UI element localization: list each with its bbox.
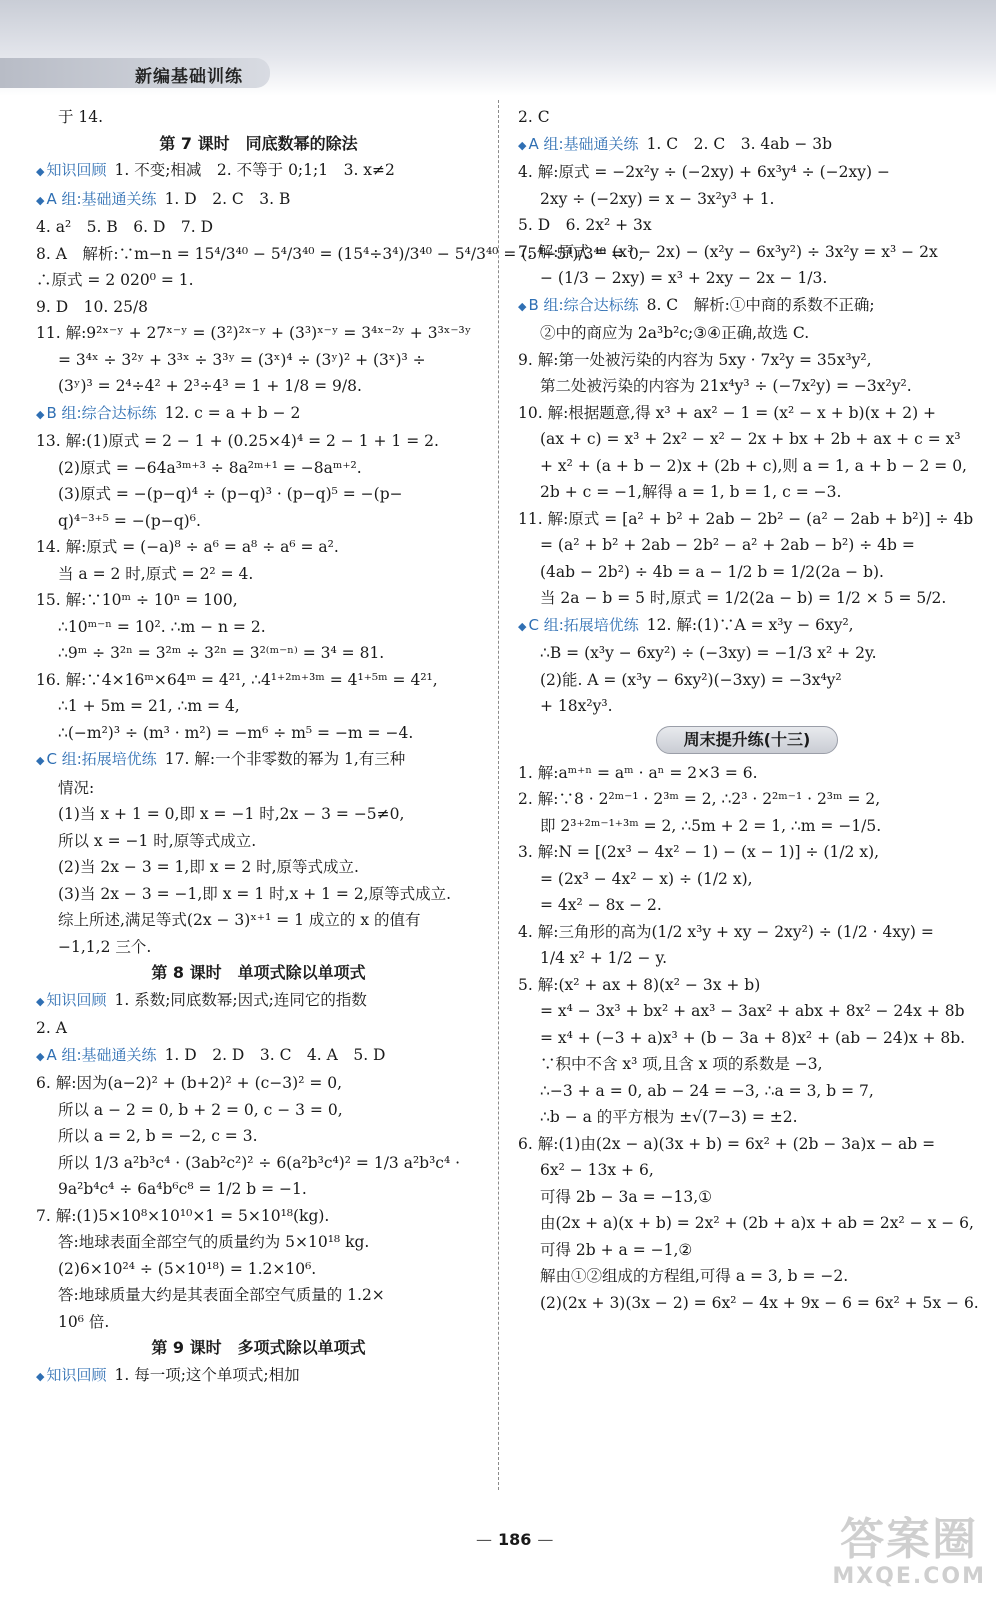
answer-text: (3)原式 = −(p−q)⁴ ÷ (p−q)³ · (p−q)⁵ = −(p−	[58, 485, 403, 503]
answer-text: 第 9 课时 多项式除以单项式	[151, 1338, 366, 1357]
answer-text: 1. D 2. D 3. C 4. A 5. D	[164, 1045, 386, 1064]
answer-text: 6x² − 13x + 6,	[540, 1161, 654, 1179]
answer-line	[36, 214, 481, 241]
answer-line	[518, 532, 976, 559]
answer-line	[36, 1282, 481, 1309]
answer-line	[36, 1070, 481, 1097]
answer-line	[36, 1123, 481, 1150]
answer-line	[518, 919, 976, 946]
answer-line	[36, 241, 644, 268]
answer-line	[36, 373, 481, 400]
answer-line	[36, 801, 481, 828]
answer-text: 第 7 课时 同底数幂的除法	[159, 133, 358, 153]
answer-text: ∴B = (x³y − 6xy²) ÷ (−3xy) = −1/3 x² + 2y.	[540, 644, 877, 662]
answer-line	[518, 892, 976, 919]
answer-line	[36, 320, 481, 347]
answer-text: 1. 每一项;这个单项式;相加	[114, 1365, 300, 1384]
answer-text: 2xy ÷ (−2xy) = x − 3x²y³ + 1.	[540, 189, 775, 208]
answer-text: 6. 解:(1)由(2x − a)(3x + b) = 6x² + (2b − 3a)x − ab =	[518, 1134, 936, 1153]
answer-line	[518, 1237, 976, 1264]
answer-text: 9. 解:第一处被污染的内容为 5xy · 7x²y = 35x³y²,	[518, 350, 872, 369]
answer-text: 1. 解:aᵐ⁺ⁿ = aᵐ · aⁿ = 2×3 = 6.	[518, 763, 758, 782]
answer-line	[518, 1290, 979, 1317]
answer-line	[36, 481, 481, 508]
answer-text: = 3⁴ˣ ÷ 3²ʸ + 3³ˣ ÷ 3³ʸ = (3ˣ)⁴ ÷ (3ʸ)² + (3ˣ)³ ÷	[58, 350, 426, 369]
answer-line	[518, 786, 976, 813]
answer-line	[518, 400, 976, 427]
answer-line	[36, 428, 481, 455]
answer-text: 所以 a = 2, b = −2, c = 3.	[58, 1127, 258, 1145]
section-tag: ◆ B 组:综合达标练	[36, 400, 157, 429]
answer-line	[36, 1203, 481, 1230]
answer-line	[36, 267, 481, 294]
answer-text: 答:地球表面全部空气的质量约为 5×10¹⁸ kg.	[58, 1233, 370, 1251]
answer-text: q)⁴⁻³⁺⁵ = −(p−q)⁶.	[58, 511, 201, 530]
answer-text: ∴10ᵐ⁻ⁿ = 10². ∴m − n = 2.	[58, 617, 266, 636]
answer-line	[36, 693, 481, 720]
answer-text: 4. a² 5. B 6. D 7. D	[36, 218, 214, 236]
answer-line	[518, 1263, 976, 1290]
answer-line	[36, 987, 481, 1016]
answer-line	[36, 934, 481, 961]
answer-line	[518, 839, 976, 866]
answer-line	[518, 1131, 976, 1158]
answer-text: (2)(2x + 3)(3x − 2) = 6x² − 4x + 9x − 6 = 6x² + 5x − 6.	[540, 1293, 979, 1312]
answer-line	[518, 292, 976, 321]
answer-text: (3ʸ)³ = 2⁴÷4² + 2³÷4³ = 1 + 1/8 = 9/8.	[58, 377, 362, 395]
answer-text: 10⁶ 倍.	[58, 1312, 110, 1331]
answer-line	[518, 186, 976, 213]
lesson-heading	[36, 960, 481, 987]
answer-text: − (1/3 − 2xy) = x³ + 2xy − 2x − 1/3.	[540, 269, 828, 287]
answer-text: ②中的商应为 2a³b²c;③④正确,故选 C.	[540, 324, 810, 342]
answer-text: 综上所述,满足等式(2x − 3)ˣ⁺¹ = 1 成立的 x 的值有	[58, 911, 421, 929]
answer-text: ∴1 + 5m = 21, ∴m = 4,	[58, 697, 240, 715]
section-tag: ◆ A 组:基础通关练	[518, 131, 639, 160]
answer-line	[518, 131, 976, 160]
answer-text: = (2x³ − 4x² − x) ÷ (1/2 x),	[540, 869, 753, 888]
answer-text: 13. 解:(1)原式 = 2 − 1 + (0.25×4)⁴ = 2 − 1 + 1 = 2.	[36, 432, 439, 450]
answer-line	[518, 347, 976, 374]
answer-line	[36, 881, 481, 908]
answer-line	[36, 614, 481, 641]
answer-text: 17. 解:一个非零数的幂为 1,有三种	[164, 750, 406, 768]
answer-line	[36, 294, 481, 321]
answer-text: 1. 系数;同底数幂;因式;连同它的指数	[114, 990, 367, 1009]
answer-text: 9. D 10. 25/8	[36, 297, 149, 316]
answer-text: 当 2a − b = 5 时,原式 = 1/2(2a − b) = 1/2 × 5 = 5/2.	[540, 589, 947, 607]
answer-text: ∴b − a 的平方根为 ±√(7−3) = ±2.	[540, 1108, 798, 1126]
answer-text: 7. 解:(1)5×10⁸×10¹⁰×1 = 5×10¹⁸(kg).	[36, 1206, 330, 1225]
answer-text: 2b + c = −1,解得 a = 1, b = 1, c = −3.	[540, 483, 842, 501]
answer-line	[518, 866, 976, 893]
answer-text: (2)当 2x − 3 = 1,即 x = 2 时,原等式成立.	[58, 858, 359, 876]
answer-text: 1. C 2. C 3. 4ab − 3b	[646, 134, 833, 153]
answer-text: 1. D 2. C 3. B	[164, 189, 291, 208]
answer-text: 16. 解:∵4×16ᵐ×64ᵐ = 4²¹, ∴4¹⁺²ᵐ⁺³ᵐ = 4¹⁺⁵ᵐ = 4²¹,	[36, 670, 438, 689]
answer-line	[518, 373, 976, 400]
section-tag: ◆ C 组:拓展培优练	[518, 612, 639, 641]
answer-line	[518, 212, 976, 239]
answer-line	[36, 400, 481, 429]
answer-text: (2)原式 = −64a³ᵐ⁺³ ÷ 8a²ᵐ⁺¹ = −8aᵐ⁺².	[58, 458, 362, 477]
answer-line	[518, 1157, 976, 1184]
answer-text: = x⁴ − 3x³ + bx² + ax³ − 3ax² + abx + 8x² − 24x + 8b	[540, 1002, 965, 1020]
watermark-url: MXQE.COM	[832, 1564, 986, 1589]
answer-line	[518, 998, 976, 1025]
lesson-heading	[36, 131, 481, 158]
answer-text: 2. 解:∵8 · 2²ᵐ⁻¹ · 2³ᵐ = 2, ∴2³ · 2²ᵐ⁻¹ · 2³ᵐ = 2,	[518, 790, 881, 808]
page-number: — 186 —	[470, 1530, 559, 1549]
answer-line	[518, 1210, 976, 1237]
answer-line	[36, 104, 481, 131]
answer-text: 6. 解:因为(a−2)² + (b+2)² + (c−3)² = 0,	[36, 1074, 343, 1092]
page-header	[0, 0, 996, 96]
answer-text: 12. 解:(1)∵A = x³y − 6xy²,	[646, 615, 854, 634]
answer-text: 由(2x + a)(x + b) = 2x² + (2b + a)x + ab = 2x² − x − 6,	[540, 1214, 974, 1232]
answer-text: 2. A	[36, 1019, 67, 1037]
answer-text: + 18x²y³.	[540, 697, 613, 715]
answer-text: 可得 2b + a = −1,②	[540, 1240, 693, 1259]
answer-line	[36, 1256, 481, 1283]
answer-line	[36, 455, 481, 482]
answer-text: = (a² + b² + 2ab − 2b² − a² + 2ab − b²) ÷ 4b =	[540, 536, 915, 554]
answer-line	[36, 157, 481, 186]
lesson-heading	[36, 1335, 481, 1362]
answer-line	[36, 1229, 481, 1256]
answer-text: (2)能. A = (x³y − 6xy²)(−3xy) = −3x⁴y²	[540, 670, 842, 689]
answer-line	[36, 907, 481, 934]
answer-line	[36, 561, 481, 588]
section-tag: ◆ 知识回顾	[36, 1362, 106, 1391]
answer-line	[518, 506, 976, 533]
answer-line	[518, 265, 976, 292]
answer-text: 8. C 解析:①中商的系数不正确;	[646, 295, 875, 314]
answer-text: (2)6×10²⁴ ÷ (5×10¹⁸) = 1.2×10⁶.	[58, 1259, 317, 1278]
answer-line	[518, 1078, 976, 1105]
answer-line	[518, 1051, 976, 1078]
answer-line	[36, 508, 481, 535]
answer-text: 情况:	[58, 778, 95, 797]
answer-line	[36, 720, 481, 747]
answer-line	[518, 239, 976, 266]
answer-line	[36, 746, 481, 775]
answer-text: 10. 解:根据题意,得 x³ + ax² − 1 = (x² − x + b)(x + 2) +	[518, 403, 937, 422]
answer-text: 所以 a − 2 = 0, b + 2 = 0, c − 3 = 0,	[58, 1100, 343, 1119]
answer-text: = x⁴ + (−3 + a)x³ + (b − 3a + 8)x² + (ab − 24)x + 8b.	[540, 1028, 966, 1047]
answer-text: 所以 1/3 a²b³c⁴ · (3ab²c²)² ÷ 6(a²b³c⁴)² = 1/3 a²b³c⁴ ·	[58, 1153, 461, 1172]
answer-text: 15. 解:∵10ᵐ ÷ 10ⁿ = 100,	[36, 591, 238, 609]
section-tag: ◆ 知识回顾	[36, 157, 106, 186]
section-tag: ◆ C 组:拓展培优练	[36, 746, 157, 775]
answer-text: 3. 解:N = [(2x³ − 4x² − 1) − (x − 1)] ÷ (1/2 x),	[518, 843, 880, 861]
answer-line	[518, 945, 976, 972]
answer-text: 于 14.	[58, 108, 104, 126]
answer-text: 答:地球质量大约是其表面全部空气质量的 1.2×	[58, 1286, 385, 1304]
answer-line	[518, 104, 976, 131]
answer-text: ∴(−m²)³ ÷ (m³ · m²) = −m⁶ ÷ m⁵ = −m = −4.	[58, 723, 414, 742]
answer-line	[36, 587, 481, 614]
answer-text: 8. A 解析:∵m−n = 15⁴/3⁴⁰ − 5⁴/3⁴⁰ = (15⁴÷3⁴)/3⁴⁰ − 5⁴/3⁴⁰ = (5⁴−5⁴)/3⁴⁰ = 0,	[36, 244, 644, 263]
right-column	[518, 104, 979, 1316]
answer-line	[518, 1104, 976, 1131]
answer-line	[36, 1176, 481, 1203]
answer-text: 5. 解:(x² + ax + 8)(x² − 3x + b)	[518, 975, 761, 994]
answer-text: 第 8 课时 单项式除以单项式	[151, 963, 366, 982]
answer-line	[36, 1150, 481, 1177]
answer-text: 4. 解:原式 = −2x²y ÷ (−2xy) + 6x³y⁴ ÷ (−2xy) −	[518, 163, 890, 181]
weekly-practice-banner: 周末提升练(十三)	[656, 726, 838, 754]
answer-line	[518, 159, 976, 186]
answer-line	[518, 559, 976, 586]
answer-line	[518, 426, 976, 453]
answer-line	[518, 972, 976, 999]
book-title: 新编基础训练	[135, 67, 243, 87]
answer-line	[518, 612, 976, 641]
section-tag: ◆ A 组:基础通关练	[36, 1042, 157, 1071]
answer-line	[518, 479, 976, 506]
section-tag: ◆ 知识回顾	[36, 987, 106, 1016]
answer-text: 解由①②组成的方程组,可得 a = 3, b = −2.	[540, 1267, 849, 1285]
answer-text: + x² + (a + b − 2)x + (2b + c),则 a = 1, a + b − 2 = 0,	[540, 456, 967, 475]
answer-line	[518, 760, 976, 787]
answer-line	[36, 1015, 481, 1042]
answer-line	[518, 640, 976, 667]
answer-text: 所以 x = −1 时,原等式成立.	[58, 831, 257, 850]
answer-line	[36, 534, 481, 561]
answer-text: 14. 解:原式 = (−a)⁸ ÷ a⁶ = a⁸ ÷ a⁶ = a².	[36, 538, 339, 556]
answer-text: ∵积中不含 x³ 项,且含 x 项的系数是 −3,	[540, 1055, 823, 1073]
answer-line	[518, 453, 976, 480]
answer-line	[518, 813, 976, 840]
answer-text: (ax + c) = x³ + 2x² − x² − 2x + bx + 2b + ax + c = x³	[540, 430, 961, 448]
answer-line	[36, 186, 481, 215]
answer-text: 5. D 6. 2x² + 3x	[518, 216, 652, 234]
answer-text: 1. 不变;相减 2. 不等于 0;1;1 3. x≠2	[114, 161, 395, 179]
answer-text: = 4x² − 8x − 2.	[540, 896, 662, 914]
answer-text: (3)当 2x − 3 = −1,即 x = 1 时,x + 1 = 2,原等式成立.	[58, 884, 452, 903]
answer-text: 可得 2b − 3a = −13,①	[540, 1187, 713, 1206]
answer-line	[36, 854, 481, 881]
watermark	[832, 1516, 986, 1590]
answer-line	[36, 640, 481, 667]
answer-line	[518, 1025, 976, 1052]
answer-text: 第二处被污染的内容为 21x⁴y³ ÷ (−7x²y) = −3x²y².	[540, 377, 912, 395]
answer-text: 当 a = 2 时,原式 = 2² = 4.	[58, 564, 254, 583]
answer-text: ∴原式 = 2 020⁰ = 1.	[36, 271, 194, 289]
answer-text: 11. 解:原式 = [a² + b² + 2ab − 2b² − (a² − 2ab + b²)] ÷ 4b	[518, 509, 974, 528]
answer-line	[36, 347, 481, 374]
answer-text: 即 2³⁺²ᵐ⁻¹⁺³ᵐ = 2, ∴5m + 2 = 1, ∴m = −1/5.	[540, 816, 882, 835]
answer-text: ∴9ᵐ ÷ 3²ⁿ = 3²ᵐ ÷ 3²ⁿ = 3²⁽ᵐ⁻ⁿ⁾ = 3⁴ = 81.	[58, 644, 385, 662]
answer-text: (4ab − 2b²) ÷ 4b = a − 1/2 b = 1/2(2a − b).	[540, 562, 884, 581]
answer-text: −1,1,2 三个.	[58, 937, 152, 956]
answer-text: 2. C	[518, 108, 550, 126]
answer-text: 12. c = a + b − 2	[164, 403, 301, 422]
answer-line	[36, 1309, 481, 1336]
column-divider	[498, 100, 499, 1490]
answer-text: (1)当 x + 1 = 0,即 x = −1 时,2x − 3 = −5≠0,	[58, 805, 405, 823]
answer-line	[36, 775, 481, 802]
answer-line	[36, 828, 481, 855]
answer-text: 1/4 x² + 1/2 − y.	[540, 949, 668, 967]
answer-text: 11. 解:9²ˣ⁻ʸ + 27ˣ⁻ʸ = (3²)²ˣ⁻ʸ + (3³)ˣ⁻ʸ = 3⁴ˣ⁻²ʸ + 3³ˣ⁻³ʸ	[36, 324, 472, 342]
section-tag: ◆ A 组:基础通关练	[36, 186, 157, 215]
answer-line	[518, 1184, 976, 1211]
answer-line	[36, 1097, 481, 1124]
answer-text: 9a²b⁴c⁴ ÷ 6a⁴b⁶c⁸ = 1/2 b = −1.	[58, 1180, 307, 1198]
answer-line	[36, 1042, 481, 1071]
answer-text: 7. 解:原式 = (x³ − 2x) − (x²y − 6x³y²) ÷ 3x²y = x³ − 2x	[518, 242, 938, 261]
section-tag: ◆ B 组:综合达标练	[518, 292, 639, 321]
answer-line	[518, 320, 976, 347]
answer-line	[518, 585, 976, 612]
answer-line	[518, 693, 976, 720]
answer-text: ∴−3 + a = 0, ab − 24 = −3, ∴a = 3, b = 7,	[540, 1081, 874, 1100]
watermark-logo-text: 答案圈	[840, 1514, 979, 1565]
answer-line	[36, 1362, 481, 1391]
answer-line	[518, 667, 976, 694]
answer-text: 4. 解:三角形的高为(1/2 x³y + xy − 2xy²) ÷ (1/2 · 4xy) =	[518, 922, 934, 941]
answer-line	[36, 667, 481, 694]
